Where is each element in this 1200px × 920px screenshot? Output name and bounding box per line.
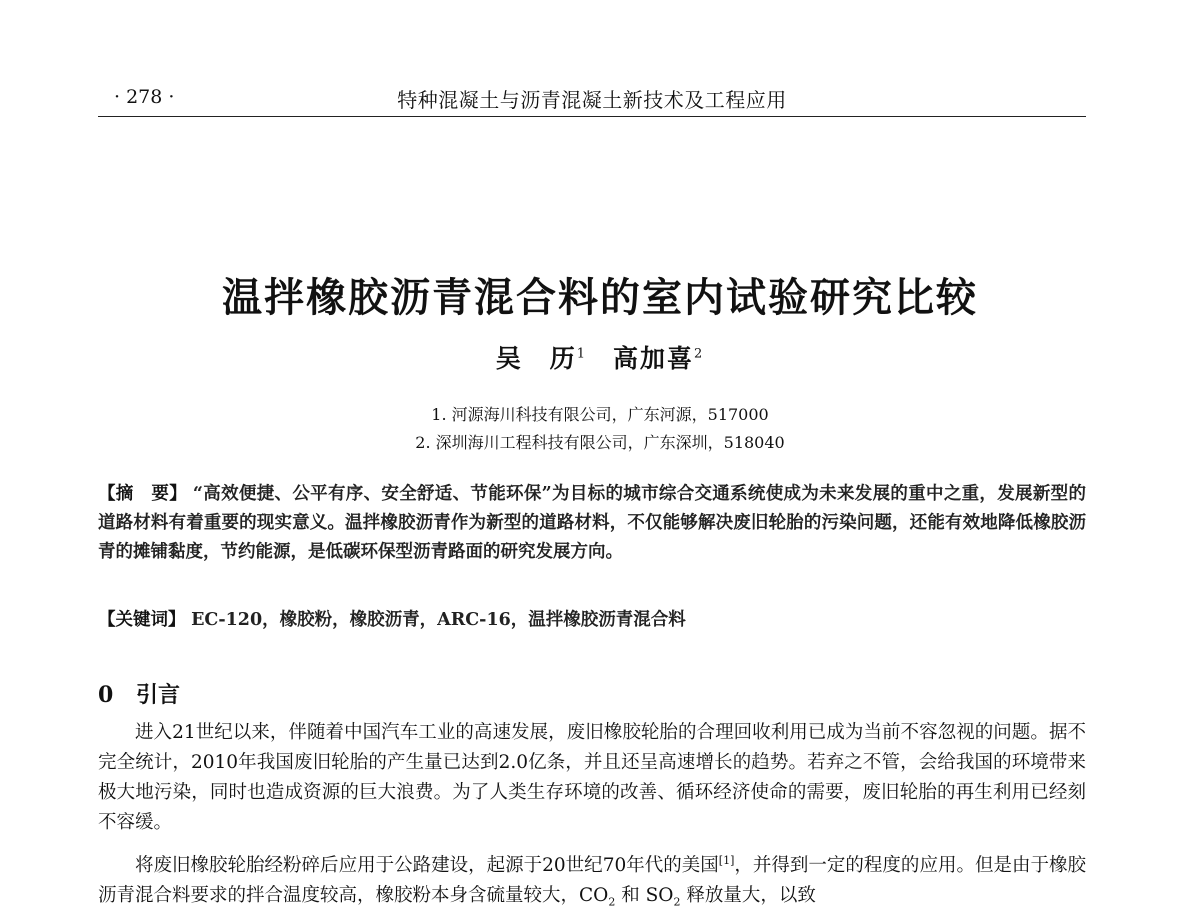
body-paragraph: 进入21世纪以来，伴随着中国汽车工业的高速发展，废旧橡胶轮胎的合理回收利用已成为当前不容忽视的问题。据不完全统计，2010年我国废旧轮胎的产生量已达到2.0亿条，并且还呈高速增长的趋势。若弃之不管，会给我国的环境带来极大地污染，同时也造成资源的巨大浪费。为了人类生存环境的改善、循环经济使命的需要，废旧轮胎的再生利用已经刻不容缓。: [98, 722, 1086, 833]
keywords-label: 【关键词】: [98, 610, 186, 630]
subscript: 2: [673, 895, 681, 909]
author-name: 高加喜: [613, 344, 695, 373]
paragraph-text: 释放量大，以致: [680, 885, 816, 907]
subscript: 2: [608, 895, 616, 909]
abstract-text: “高效便捷、公平有序、安全舒适、节能环保”为目标的城市综合交通系统使成为未来发展的重中之重，发展新型的道路材料有着重要的现实意义。温拌橡胶沥青作为新型的道路材料，不仅能够解决废旧轮胎的污染问题，还能有效地降低橡胶沥青的摊铺黏度，节约能源，是低碳环保型沥青路面的研究发展方向。: [98, 484, 1086, 562]
abstract: [98, 480, 1086, 567]
page-header: [98, 78, 1086, 117]
author-line: [0, 339, 1200, 375]
abstract-label: 【摘 要】: [98, 484, 188, 504]
running-title: 特种混凝土与沥青混凝土新技术及工程应用: [397, 88, 787, 112]
page-number: · 278 ·: [114, 86, 175, 108]
affiliation: 2. 深圳海川工程科技有限公司，广东深圳，518040: [415, 433, 785, 452]
paper-title: 温拌橡胶沥青混合料的室内试验研究比较: [222, 274, 978, 321]
section-number: 0: [98, 682, 114, 708]
keywords: [98, 606, 1086, 635]
citation-ref[interactable]: [1]: [718, 854, 735, 867]
body-paragraph: [98, 846, 1086, 918]
paragraph-text: 将废旧橡胶轮胎经粉碎后应用于公路建设，起源于20世纪70年代的美国: [135, 855, 719, 877]
affiliation: 1. 河源海川科技有限公司，广东河源，517000: [431, 405, 769, 424]
author-affil-mark: 1: [576, 346, 587, 362]
section-title: 引言: [136, 682, 181, 708]
paragraph-text: ，并得到一定的程度的应用。但是由于橡胶沥青混合料要求的拌合温度较高，橡胶粉本身含硫量较大，CO: [98, 855, 1086, 907]
author-affil-mark: 2: [694, 346, 705, 362]
section-heading: [98, 678, 180, 709]
author-name: 吴 历: [495, 344, 577, 373]
keywords-text: EC-120，橡胶粉，橡胶沥青，ARC-16，温拌橡胶沥青混合料: [191, 610, 686, 630]
paragraph-text: 和 SO: [615, 885, 674, 907]
